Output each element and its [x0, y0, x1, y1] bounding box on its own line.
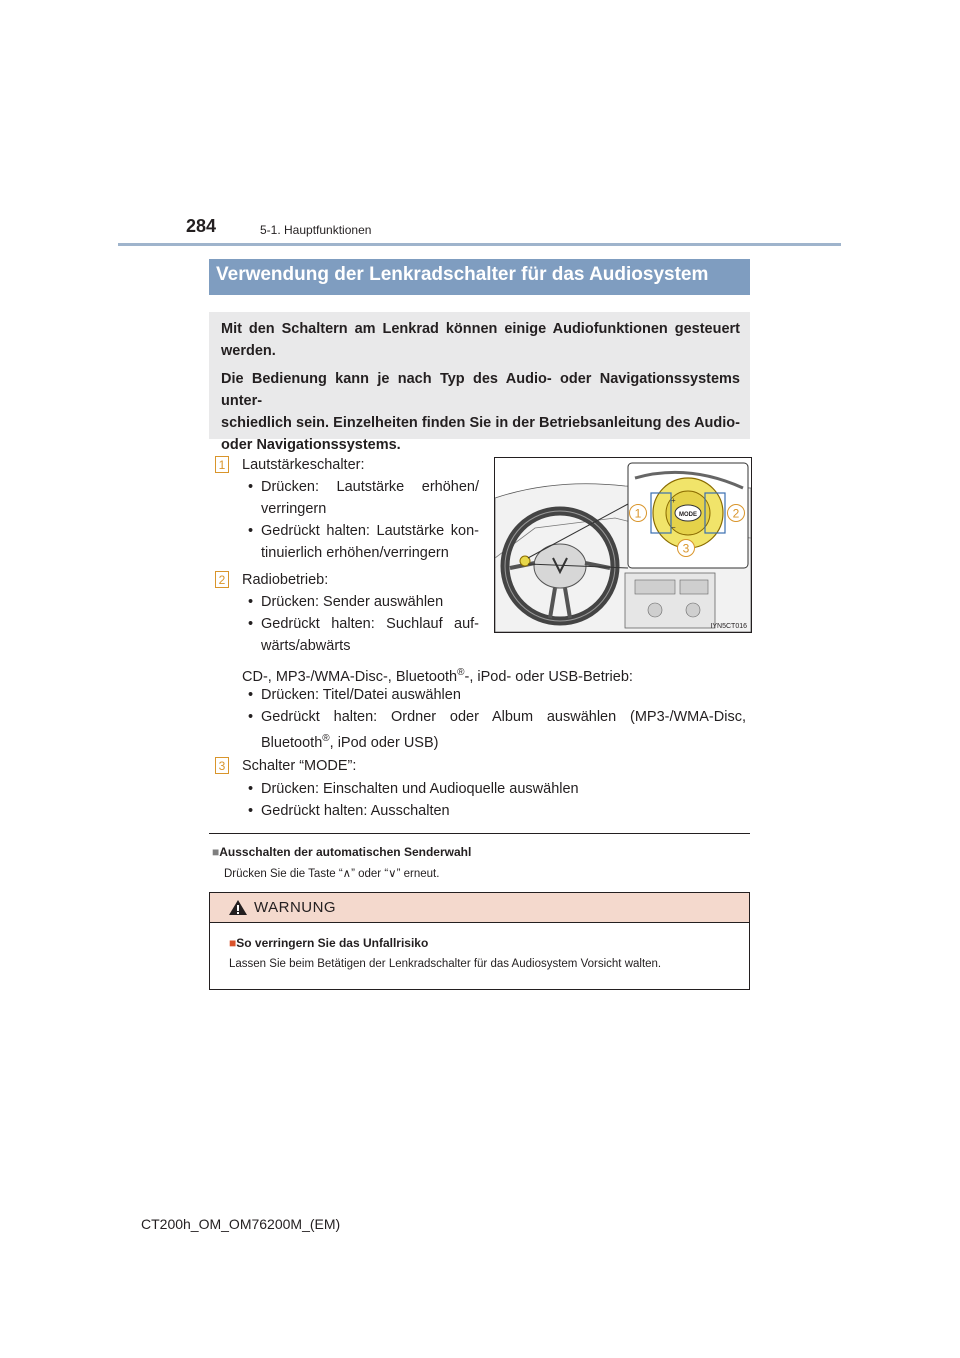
cd-mode-label: CD-, MP3-/WMA-Disc-, Bluetooth®-, iPod- oder USB-Betrieb: — [242, 667, 633, 685]
cd-bullet-2: • Gedrückt halten: Ordner oder Album auswählen (MP3-/WMA-Disc, Bluetooth®, iPod oder USB) — [248, 709, 746, 751]
intro-p1-line2: werden. — [221, 343, 276, 359]
page-number: 284 — [186, 216, 217, 236]
intro-box — [209, 312, 750, 453]
note-heading: ■Ausschalten der automatischen Senderwahl — [212, 845, 472, 859]
note-text: Drücken Sie die Taste “∧” oder “∨” erneut. — [224, 868, 440, 880]
figure-code: IYN5CT016 — [710, 623, 747, 630]
section-label: 5-1. Hauptfunktionen — [260, 223, 372, 237]
item-3-bullet-1: • Drücken: Einschalten und Audioquelle auswählen — [248, 781, 579, 797]
warning-header — [210, 893, 749, 923]
item-2-label: Radiobetrieb: — [242, 572, 329, 588]
item-2-bullet-1: • Drücken: Sender auswählen — [248, 594, 444, 610]
item-1-label: Lautstärkeschalter: — [242, 457, 365, 473]
intro-paragraph-2 — [221, 368, 740, 456]
intro-p2-line1: Die Bedienung kann je nach Typ des Audio- oder Navigationssystems unter- — [221, 371, 740, 409]
steering-wheel-illustration — [495, 458, 751, 632]
footer-doc-id: CT200h_OM_OM76200M_(EM) — [141, 1216, 341, 1232]
warning-title: WARNUNG — [254, 899, 337, 916]
item-3-label: Schalter “MODE”: — [242, 758, 357, 774]
svg-text:+: + — [671, 496, 676, 505]
item-2-bullet-2: • Gedrückt halten: Suchlauf auf- wärts/abwärts — [248, 616, 479, 654]
callout-2: 2 — [732, 506, 740, 521]
svg-text:−: − — [671, 523, 676, 532]
intro-paragraph-1 — [221, 318, 740, 362]
warning-box — [209, 892, 750, 990]
mode-button-label: MODE — [679, 512, 697, 518]
warning-text: Lassen Sie beim Betätigen der Lenkradschalter für das Audiosystem Vorsicht walten. — [229, 958, 662, 970]
intro-p2-line3: oder Navigationssystems. — [221, 437, 401, 453]
item-1-bullet-1: • Drücken: Lautstärke erhöhen/ verringern — [248, 479, 479, 517]
callout-1: 1 — [634, 506, 642, 521]
item-3-bullet-2: • Gedrückt halten: Ausschalten — [248, 803, 450, 819]
section-title-bar — [209, 259, 750, 295]
warning-subheading: ■So verringern Sie das Unfallrisiko — [229, 936, 429, 950]
header-rule — [118, 243, 841, 246]
cd-bullet-1: • Drücken: Titel/Datei auswählen — [248, 687, 461, 703]
item-2-badge: 2 — [215, 571, 229, 588]
intro-p1-line1: Mit den Schaltern am Lenkrad können einige Audiofunktionen gesteuert — [221, 321, 740, 337]
warning-icon — [228, 899, 248, 916]
steering-wheel-figure — [494, 457, 752, 633]
section-divider — [209, 833, 750, 834]
section-title: Verwendung der Lenkradschalter für das Audiosystem — [216, 264, 709, 285]
item-3-badge: 3 — [215, 757, 229, 774]
item-1-badge: 1 — [215, 456, 229, 473]
intro-p2-line2: schiedlich sein. Einzelheiten finden Sie in der Betriebsanleitung des Audio- — [221, 415, 740, 431]
item-1-bullet-2: • Gedrückt halten: Lautstärke kon- tinuierlich erhöhen/verringern — [248, 523, 479, 561]
callout-3: 3 — [682, 541, 690, 556]
